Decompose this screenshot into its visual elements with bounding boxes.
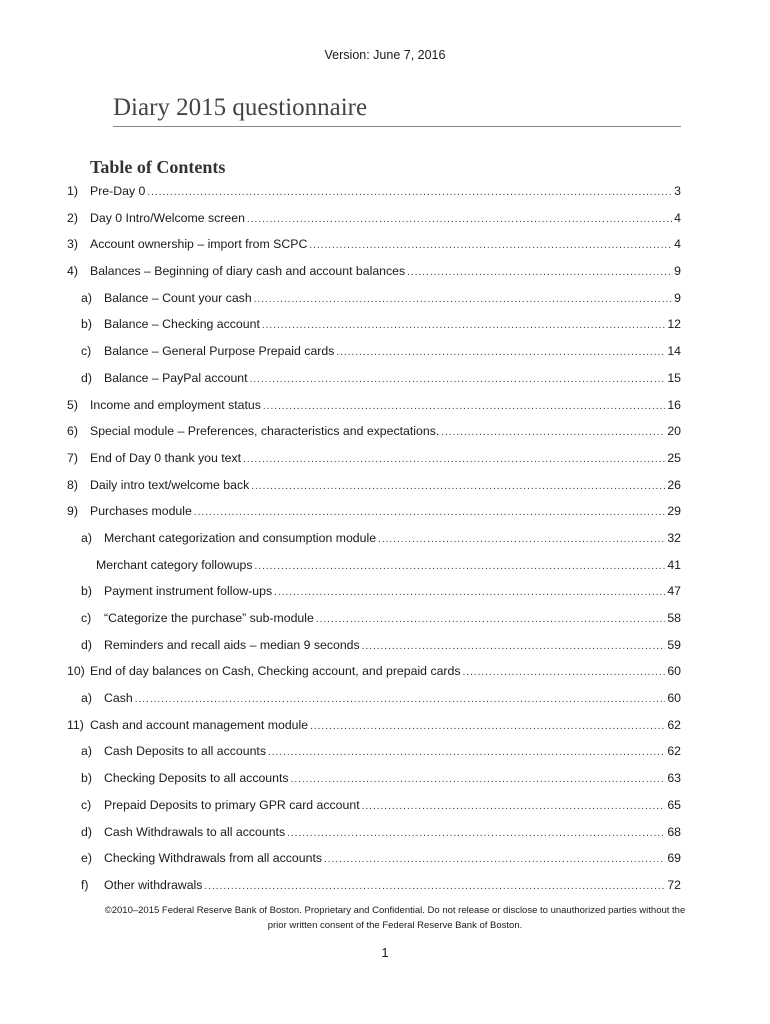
toc-entry-title: Checking Deposits to all accounts xyxy=(104,771,289,786)
toc-entry-body xyxy=(90,392,681,421)
toc-entry[interactable] xyxy=(0,792,770,819)
toc-entry-title: Balance – Count your cash xyxy=(104,290,252,305)
toc-entry-page: 41 xyxy=(667,557,681,572)
toc-entry-body xyxy=(90,418,681,447)
toc-entry-title: Cash Withdrawals to all accounts xyxy=(104,824,286,839)
toc-entry-page: 16 xyxy=(667,397,681,412)
toc-dot-leader xyxy=(309,233,672,260)
toc-dot-leader xyxy=(135,687,666,714)
toc-entry[interactable] xyxy=(0,685,770,712)
toc-entry-title: Income and employment status xyxy=(90,397,261,412)
toc-entry-page: 20 xyxy=(667,424,681,439)
toc-entry-page: 62 xyxy=(667,744,681,759)
toc-entry-body xyxy=(104,819,681,848)
toc-dot-leader xyxy=(362,794,666,821)
toc-entry-body xyxy=(104,365,681,394)
toc-entry-title: Day 0 Intro/Welcome screen xyxy=(90,210,245,225)
toc-entry-title: Daily intro text/welcome back xyxy=(90,477,250,492)
toc-entry-title: Account ownership – import from SCPC xyxy=(90,237,308,252)
toc-entry-body xyxy=(104,765,681,794)
toc-entry[interactable] xyxy=(0,445,770,472)
toc-entry-title: Balance – PayPal account xyxy=(104,370,248,385)
toc-dot-leader xyxy=(287,821,665,848)
toc-entry-page: 26 xyxy=(667,477,681,492)
toc-entry-page: 25 xyxy=(667,450,681,465)
toc-entry[interactable] xyxy=(0,525,770,552)
toc-entry[interactable] xyxy=(0,765,770,792)
toc-entry[interactable] xyxy=(0,258,770,285)
toc-dot-leader xyxy=(247,207,672,234)
toc-dot-leader xyxy=(194,500,665,527)
toc-entry[interactable] xyxy=(0,311,770,338)
toc-entry-page: 59 xyxy=(667,637,681,652)
toc-entry-number: d) xyxy=(81,637,92,652)
toc-entry-body xyxy=(104,525,681,554)
toc-dot-leader xyxy=(378,527,665,554)
toc-entry-body xyxy=(104,338,681,367)
toc-entry-body xyxy=(104,685,681,714)
toc-entry-body xyxy=(90,712,681,741)
toc-entry-number: c) xyxy=(81,344,92,359)
toc-entry-number: c) xyxy=(81,611,92,625)
toc-entry[interactable] xyxy=(0,231,770,258)
toc-entry-body xyxy=(90,498,681,527)
toc-entry-page: 60 xyxy=(667,691,681,706)
toc-entry-page: 68 xyxy=(667,824,681,839)
toc-entry-body xyxy=(104,605,681,634)
toc-entry-number: d) xyxy=(81,824,92,839)
toc-entry-body xyxy=(90,658,681,687)
toc-entry-body xyxy=(90,231,681,260)
toc-entry-number: a) xyxy=(81,290,92,305)
toc-entry-body xyxy=(104,845,681,874)
copyright-footer: ©2010–2015 Federal Reserve Bank of Boston. Proprietary and Confidential. Do not release or disclose to unauthorized parties without the prior written consent of the Federal Reserve Bank of Boston. xyxy=(104,905,686,931)
toc-entry[interactable] xyxy=(0,552,770,579)
toc-entry-number: 10) xyxy=(67,664,85,679)
toc-entry-body xyxy=(104,632,681,661)
toc-entry-number: 5) xyxy=(67,397,78,412)
toc-entry[interactable] xyxy=(0,285,770,312)
toc-entry-page: 72 xyxy=(667,877,681,892)
toc-dot-leader xyxy=(463,660,666,687)
toc-entry-number: 2) xyxy=(67,210,78,225)
toc-dot-leader xyxy=(250,367,666,394)
toc-entry-page: 58 xyxy=(667,611,681,625)
toc-entry-page: 9 xyxy=(674,290,681,305)
title-underline xyxy=(113,126,681,127)
toc-entry-page: 47 xyxy=(667,584,681,599)
toc-entry-title: Other withdrawals xyxy=(104,877,203,892)
toc-entry[interactable] xyxy=(0,392,770,419)
toc-entry-page: 62 xyxy=(667,717,681,732)
toc-entry-body xyxy=(90,178,681,207)
toc-entry-title: Payment instrument follow-ups xyxy=(104,584,273,599)
toc-dot-leader xyxy=(407,260,672,287)
toc-dot-leader xyxy=(254,287,673,314)
toc-entry-title: Cash Deposits to all accounts xyxy=(104,744,266,759)
toc-entry-title: Cash xyxy=(104,691,133,706)
toc-entry-page: 4 xyxy=(674,237,681,252)
toc-entry-title: Special module – Preferences, characteristics and expectations. xyxy=(90,424,440,439)
toc-dot-leader xyxy=(204,874,665,901)
toc-entry-number: a) xyxy=(81,744,92,759)
toc-entry-number: 7) xyxy=(67,450,78,465)
toc-entry-number: f) xyxy=(81,877,89,892)
toc-dot-leader xyxy=(268,740,665,767)
toc-dot-leader xyxy=(291,767,666,794)
toc-entry-number: 8) xyxy=(67,477,78,492)
toc-entry-number: 11) xyxy=(67,717,84,732)
toc-entry-number: b) xyxy=(81,584,92,599)
toc-entry-body xyxy=(104,285,681,314)
toc-entry-title: Balance – Checking account xyxy=(104,317,260,332)
toc-entry-number: d) xyxy=(81,370,92,385)
page-number: 1 xyxy=(381,945,389,960)
toc-entry[interactable] xyxy=(0,498,770,525)
toc-entry-title: Balance – General Purpose Prepaid cards xyxy=(104,344,335,359)
toc-entry-title: “Categorize the purchase” sub-module xyxy=(104,611,314,625)
toc-entry[interactable] xyxy=(0,605,770,632)
toc-entry-title: Merchant categorization and consumption module xyxy=(104,530,377,545)
toc-dot-leader xyxy=(316,607,665,634)
toc-entry[interactable] xyxy=(0,338,770,365)
toc-dot-leader xyxy=(324,847,665,874)
toc-entry[interactable] xyxy=(0,178,770,205)
toc-dot-leader xyxy=(263,394,665,421)
toc-entry-body xyxy=(90,445,681,474)
toc-entry[interactable] xyxy=(0,658,770,685)
toc-entry-number: b) xyxy=(81,317,92,332)
toc-entry-body xyxy=(104,792,681,821)
toc-entry[interactable] xyxy=(0,205,770,232)
toc-dot-leader xyxy=(441,420,665,447)
toc-dot-leader xyxy=(310,714,665,741)
toc-entry[interactable] xyxy=(0,365,770,392)
toc-dot-leader xyxy=(262,313,665,340)
toc-entry[interactable] xyxy=(0,472,770,499)
toc-entry-title: Balances – Beginning of diary cash and account balances xyxy=(90,264,406,279)
toc-entry-title: Cash and account management module xyxy=(90,717,309,732)
toc-entry[interactable] xyxy=(0,712,770,739)
toc-entry-title: End of day balances on Cash, Checking account, and prepaid cards xyxy=(90,664,461,679)
toc-entry[interactable] xyxy=(0,845,770,872)
toc-entry-page: 63 xyxy=(667,771,681,786)
toc-entry[interactable] xyxy=(0,872,770,899)
toc-entry-body xyxy=(104,578,681,607)
toc-entry-title: Pre-Day 0 xyxy=(90,184,146,198)
toc-entry-title: Purchases module xyxy=(90,504,192,519)
toc-dot-leader xyxy=(251,474,665,501)
toc-entry-number: 3) xyxy=(67,237,78,252)
toc-entry-page: 3 xyxy=(674,184,681,198)
toc-entry-body xyxy=(90,205,681,234)
table-of-contents xyxy=(0,178,770,899)
toc-entry-page: 14 xyxy=(667,344,681,359)
toc-entry[interactable] xyxy=(0,819,770,846)
toc-entry-number: b) xyxy=(81,771,92,786)
toc-entry-body xyxy=(104,738,681,767)
toc-entry-title: Prepaid Deposits to primary GPR card account xyxy=(104,797,360,812)
toc-entry-body xyxy=(90,258,681,287)
toc-entry-title: Merchant category followups xyxy=(96,557,253,572)
toc-dot-leader xyxy=(147,180,672,207)
toc-entry-page: 65 xyxy=(667,797,681,812)
toc-entry-page: 69 xyxy=(667,851,681,866)
toc-entry-page: 60 xyxy=(667,664,681,679)
toc-entry[interactable] xyxy=(0,738,770,765)
toc-entry-page: 9 xyxy=(674,264,681,279)
toc-entry-body xyxy=(104,311,681,340)
toc-entry-body xyxy=(104,872,681,901)
toc-entry-page: 15 xyxy=(667,370,681,385)
toc-entry-title: End of Day 0 thank you text xyxy=(90,450,242,465)
toc-dot-leader xyxy=(336,340,665,367)
toc-dot-leader xyxy=(362,634,666,661)
toc-entry-number: c) xyxy=(81,797,92,812)
toc-dot-leader xyxy=(243,447,665,474)
toc-dot-leader xyxy=(274,580,665,607)
toc-entry-number: a) xyxy=(81,691,92,706)
toc-dot-leader xyxy=(255,554,666,581)
toc-entry-page: 4 xyxy=(674,210,681,225)
version-date: Version: June 7, 2016 xyxy=(324,48,446,62)
toc-entry-number: 9) xyxy=(67,504,78,519)
toc-entry-body xyxy=(96,552,681,581)
toc-entry-number: a) xyxy=(81,530,92,545)
toc-entry-number: 6) xyxy=(67,424,78,439)
toc-entry-page: 12 xyxy=(667,317,681,332)
toc-entry-number: 1) xyxy=(67,184,78,198)
toc-entry-number: e) xyxy=(81,851,92,866)
toc-entry-page: 29 xyxy=(667,504,681,519)
document-title: Diary 2015 questionnaire xyxy=(113,94,368,121)
toc-entry[interactable] xyxy=(0,632,770,659)
toc-entry[interactable] xyxy=(0,578,770,605)
toc-entry-title: Reminders and recall aids – median 9 seconds xyxy=(104,637,360,652)
toc-heading: Table of Contents xyxy=(90,157,226,177)
toc-entry-page: 32 xyxy=(667,530,681,545)
toc-entry-number: 4) xyxy=(67,264,78,279)
toc-entry-body xyxy=(90,472,681,501)
toc-entry-title: Checking Withdrawals from all accounts xyxy=(104,851,323,866)
toc-entry[interactable] xyxy=(0,418,770,445)
